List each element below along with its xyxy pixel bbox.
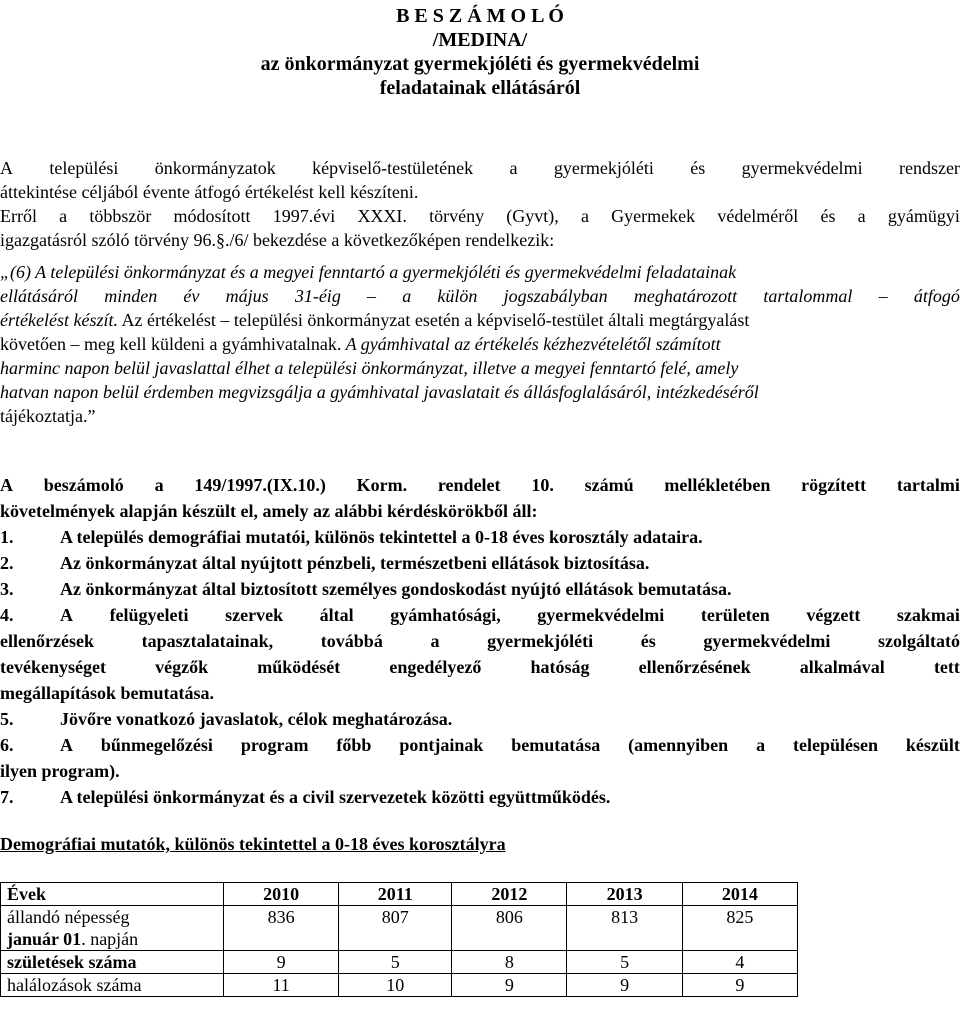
- word: gyermekvédelmi: [703, 631, 831, 651]
- quote-row-3-italic: értékelést készít.: [0, 310, 118, 330]
- word: törvény: [429, 206, 485, 226]
- word: településen: [793, 735, 878, 755]
- word: hatóság: [530, 657, 590, 677]
- table-header-label: Évek: [1, 883, 224, 906]
- list-item-3: 3. Az önkormányzat által biztosított személyes gondoskodást nyújtó ellátások bemutatása.: [0, 579, 732, 599]
- table-cell: 836: [224, 906, 339, 951]
- list-item-6-line-2: ilyen program).: [0, 761, 120, 781]
- intro-line-2: áttekintése céljából évente átfogó értékelést kell készíteni.: [0, 182, 419, 202]
- table-header-row: [1, 883, 798, 906]
- word: külön: [437, 286, 478, 306]
- word: ellenőrzésének: [638, 657, 751, 677]
- intro-line-4: igazgatásról szóló törvény 96.§./6/ bekezdése a következőképen rendelkezik:: [0, 230, 555, 250]
- intro-line-1: [0, 156, 960, 180]
- word: önkormányzatok: [154, 158, 276, 178]
- list-item-4: 4. A felügyeleti szervek által gyámhatósági, gyermekvédelmi területen végzett szakmai: [0, 602, 960, 628]
- quote-row-2: [0, 284, 960, 308]
- word: gyermekvédelmi: [741, 158, 863, 178]
- word: rendszer: [898, 158, 960, 178]
- word: tapasztalatainak,: [141, 631, 274, 651]
- table-header-year: 2011: [339, 883, 452, 906]
- report-structure: [0, 472, 960, 810]
- word: május: [225, 286, 269, 306]
- word: védelméről: [717, 206, 799, 226]
- word: végzett: [806, 605, 861, 625]
- table-cell: 807: [339, 906, 452, 951]
- word: a: [580, 206, 589, 226]
- word: szakmai: [896, 605, 960, 625]
- table-cell: 4: [682, 951, 797, 974]
- word: a: [756, 735, 766, 755]
- word: ellenőrzések: [0, 631, 94, 651]
- list-item-4-line-1: [60, 602, 960, 628]
- word: és: [690, 158, 706, 178]
- table-cell: 5: [339, 951, 452, 974]
- word: Gyermekek: [611, 206, 696, 226]
- list-item-4-line-3: [0, 654, 960, 680]
- report-row-2: követelmények alapján készült el, amely az alábbi kérdéskörökből áll:: [0, 501, 538, 521]
- title-line-4: feladatainak ellátásáról: [379, 77, 581, 99]
- section-heading: Demográfiai mutatók, különös tekintettel a 0-18 éves korosztályra: [0, 834, 506, 854]
- word: gyámügyi: [887, 206, 960, 226]
- list-item-2: 2. Az önkormányzat által nyújtott pénzbeli, természetbeni ellátások biztosítása.: [0, 553, 650, 573]
- quote-row-3: [0, 308, 960, 332]
- word: tevékenységet: [0, 657, 106, 677]
- word: és: [640, 631, 656, 651]
- word: mellékletében: [664, 475, 771, 495]
- word: tartalommal: [763, 286, 853, 306]
- word: gyermekvédelmi: [537, 605, 665, 625]
- word: A: [60, 735, 73, 755]
- title-line-3: az önkormányzat gyermekjóléti és gyermekvédelmi: [260, 53, 700, 75]
- quote-row-6: hatvan napon belül érdemben megvizsgálja a gyámhivatal javaslatait és állásfoglalásáról, intézkedéséről: [0, 382, 759, 402]
- word: gyermekjóléti: [553, 158, 654, 178]
- word: működését: [257, 657, 341, 677]
- word: a: [59, 206, 68, 226]
- word: rögzített: [801, 475, 867, 495]
- word: jogszabályban: [503, 286, 608, 306]
- word: képviselő-testületének: [312, 158, 474, 178]
- word: főbb: [336, 735, 372, 755]
- title-line-2: /MEDINA/: [432, 29, 528, 51]
- word: év: [183, 286, 200, 306]
- table-row: [1, 974, 798, 997]
- quote-row-5: harminc napon belül javaslattal élhet a települési önkormányzat, illetve a megyei fenntartó felé, amely: [0, 358, 739, 378]
- word: a: [509, 158, 518, 178]
- word: a: [154, 475, 164, 495]
- word: átfogó: [913, 286, 960, 306]
- table-cell: 9: [452, 974, 567, 997]
- row-label-births: születések száma: [1, 951, 224, 974]
- table-cell: 5: [567, 951, 682, 974]
- word: rendelet: [437, 475, 501, 495]
- quote-row-3-normal: Az értékelést – települési önkormányzat esetén a képviselő-testület általi megtárgyalást: [117, 310, 750, 330]
- word: és: [820, 206, 836, 226]
- word: meghatározott: [633, 286, 738, 306]
- quote-row-4-italic: A gyámhivatal az értékelés kézhezvételétől számított: [341, 334, 721, 354]
- table-cell: 806: [452, 906, 567, 951]
- list-item-6-line-1: [60, 732, 960, 758]
- word: 10.: [531, 475, 554, 495]
- word: A: [0, 158, 13, 178]
- table-header-year: 2012: [452, 883, 567, 906]
- table-row: [1, 906, 798, 951]
- word: bűnmegelőzési: [100, 735, 213, 755]
- word: tett: [933, 657, 960, 677]
- quote-row-7: tájékoztatja.”: [0, 406, 96, 426]
- word: a: [430, 631, 440, 651]
- row-label-population: állandó népesség január 01. napján: [1, 906, 224, 951]
- word: továbbá: [320, 631, 383, 651]
- word: –: [878, 286, 888, 306]
- word: módosított: [173, 206, 251, 226]
- table-header-year: 2013: [567, 883, 682, 906]
- word: A: [0, 475, 13, 495]
- word: Korm.: [356, 475, 408, 495]
- word: többször: [89, 206, 152, 226]
- word: végzők: [155, 657, 209, 677]
- law-quote: [0, 260, 960, 428]
- word: program: [240, 735, 309, 755]
- row-label-deaths: halálozások száma: [1, 974, 224, 997]
- table-cell: 813: [567, 906, 682, 951]
- intro-line-3: [0, 204, 960, 228]
- word: tartalmi: [896, 475, 960, 495]
- word: beszámoló: [43, 475, 124, 495]
- demographics-table: [0, 882, 798, 997]
- table-cell: 10: [339, 974, 452, 997]
- word: alkalmával: [799, 657, 885, 677]
- word: 149/1997.(IX.10.): [194, 475, 326, 495]
- word: által: [319, 605, 354, 625]
- word: szolgáltató: [878, 631, 960, 651]
- word: Erről: [0, 206, 37, 226]
- word: –: [367, 286, 377, 306]
- word: pontjainak: [399, 735, 484, 755]
- intro-paragraph: [0, 156, 960, 252]
- word: gyermekjóléti: [487, 631, 594, 651]
- word: gyámhatósági,: [390, 605, 501, 625]
- table-cell: 825: [682, 906, 797, 951]
- word: a: [402, 286, 412, 306]
- word: (Gyvt),: [506, 206, 559, 226]
- word: ellátásáról: [0, 286, 79, 306]
- table-header-year: 2014: [682, 883, 797, 906]
- table-cell: 8: [452, 951, 567, 974]
- list-item-4-line-2: [0, 628, 960, 654]
- word: számú: [584, 475, 634, 495]
- list-item-7: 7. A települési önkormányzat és a civil szervezetek közötti együttműködés.: [0, 787, 611, 807]
- word: területen: [700, 605, 770, 625]
- table-row: [1, 951, 798, 974]
- list-item-1: 1. A település demográfiai mutatói, különös tekintettel a 0-18 éves korosztály adataira.: [0, 527, 703, 547]
- quote-row-1: „(6) A települési önkormányzat és a megyei fenntartó a gyermekjóléti és gyermekvédelmi feladatainak: [0, 262, 737, 282]
- word: A: [60, 605, 73, 625]
- quote-row-4: [0, 332, 960, 356]
- report-row-1: [0, 472, 960, 498]
- word: készült: [905, 735, 960, 755]
- table-header-year: 2010: [224, 883, 339, 906]
- word: 1997.évi: [272, 206, 336, 226]
- word: XXXI.: [357, 206, 407, 226]
- table-cell: 9: [682, 974, 797, 997]
- table-cell: 9: [567, 974, 682, 997]
- word: bemutatása: [511, 735, 601, 755]
- title-line-1: B E S Z Á M O L Ó: [396, 5, 564, 27]
- word: felügyeleti: [109, 605, 189, 625]
- word: 31-éig: [294, 286, 341, 306]
- quote-row-4-normal: követően – meg kell küldeni a gyámhivatalnak.: [0, 334, 342, 354]
- word: szervek: [225, 605, 284, 625]
- word: minden: [104, 286, 158, 306]
- word: (amennyiben: [628, 735, 729, 755]
- list-item-5: 5. Jövőre vonatkozó javaslatok, célok meghatározása.: [0, 709, 453, 729]
- document-title: [0, 4, 960, 100]
- list-item-6: 6. A bűnmegelőzési program főbb pontjainak bemutatása (amennyiben a településen készült: [0, 732, 960, 758]
- word: települési: [49, 158, 119, 178]
- table-cell: 9: [224, 951, 339, 974]
- word: a: [857, 206, 866, 226]
- list-item-4-line-4: megállapítások bemutatása.: [0, 683, 215, 703]
- word: engedélyező: [389, 657, 482, 677]
- table-cell: 11: [224, 974, 339, 997]
